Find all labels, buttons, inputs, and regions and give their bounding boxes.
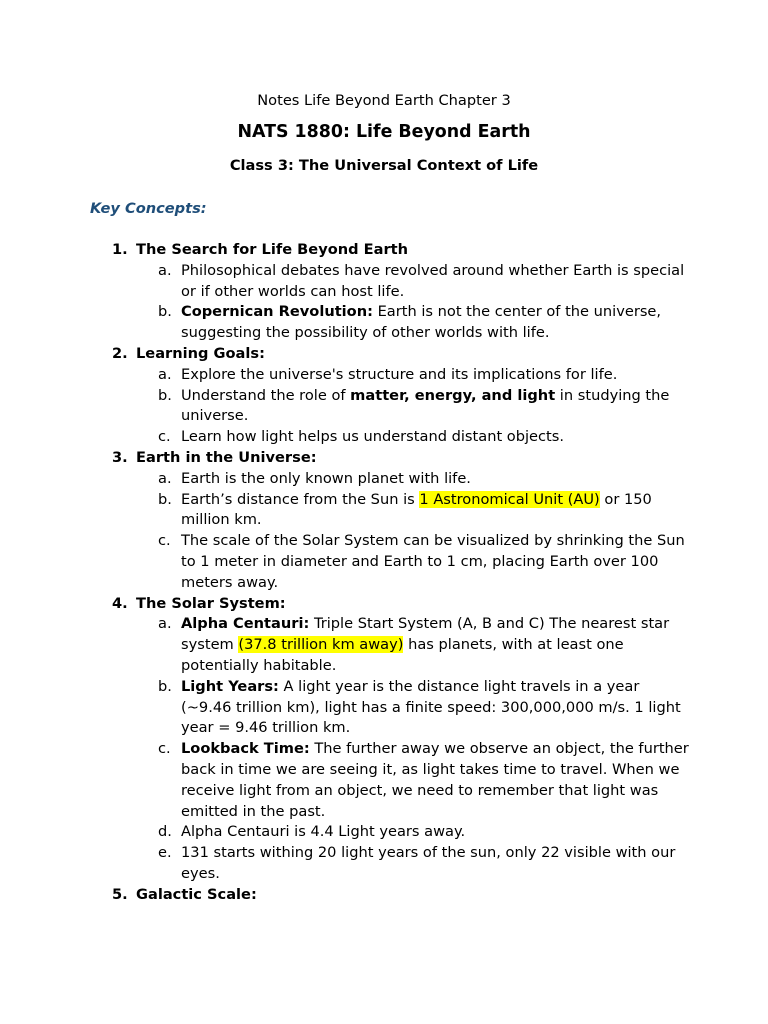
body-text: Understand the role of xyxy=(181,386,351,404)
body-text: The further away we observe an object, the further back in time we are seeing it, as light takes time to travel. When we receive light from an object, we need to remember that light was emitted in the past. xyxy=(181,740,689,820)
body-text: or 150 million km. xyxy=(181,490,652,529)
body-text: The scale of the Solar System can be visualized by shrinking the Sun to 1 meter in diameter and Earth to 1 cm, placing Earth over 100 meters away. xyxy=(181,532,685,591)
body-text: Learn how light helps us understand distant objects. xyxy=(181,428,565,446)
body-text: Earth is the only known planet with life. xyxy=(181,469,471,487)
topic-title: Learning Goals: xyxy=(136,344,265,362)
topic-title: The Search for Life Beyond Earth xyxy=(136,241,409,258)
outline-subitem xyxy=(112,469,692,490)
body-text: has planets, with at least one potentially habitable. xyxy=(181,636,624,674)
subitem-letter: b. xyxy=(158,303,172,321)
subitem-letter: b. xyxy=(158,386,172,404)
outline-subitem xyxy=(112,677,692,739)
subitem-letter: d. xyxy=(158,823,172,841)
bold-term: Alpha Centauri: xyxy=(181,615,310,633)
subitem-letter: c. xyxy=(158,428,171,446)
bold-term: Light Years: xyxy=(181,677,279,695)
bold-term: Copernican Revolution: xyxy=(181,303,373,321)
outline-subitem xyxy=(112,843,692,885)
outline-topic xyxy=(112,594,692,615)
highlighted-text: (37.8 trillion km away) xyxy=(238,636,404,654)
concept-outline xyxy=(112,240,692,906)
subitem-letter: e. xyxy=(158,844,172,862)
topic-title: The Solar System: xyxy=(136,594,286,612)
subitem-letter: b. xyxy=(158,490,172,508)
outline-subitem xyxy=(112,490,692,532)
outline-subitem xyxy=(112,261,692,303)
outline-topic xyxy=(112,344,692,365)
outline-topic xyxy=(112,240,692,261)
outline-subitem xyxy=(112,302,692,344)
outline-subitem xyxy=(112,365,692,386)
outline-subitem xyxy=(112,739,692,822)
subitem-letter: b. xyxy=(158,677,172,695)
subitem-letter: a. xyxy=(158,615,172,633)
subitem-letter: a. xyxy=(158,365,172,383)
topic-number: 3. xyxy=(112,448,128,466)
topic-title: Earth in the Universe: xyxy=(136,448,317,466)
bold-term: Lookback Time: xyxy=(181,740,310,758)
subitem-letter: c. xyxy=(158,532,171,550)
outline-subitem xyxy=(112,386,692,428)
body-text: Explore the universe's structure and its implications for life. xyxy=(181,365,618,383)
bold-term: matter, energy, and light xyxy=(350,386,556,404)
body-text: Earth is not the center of the universe, suggesting the possibility of other worlds with life. xyxy=(181,303,662,342)
body-text: Triple Start System (A, B and C) The nearest star system xyxy=(181,615,670,654)
outline-subitem xyxy=(112,614,692,676)
outline-topic xyxy=(112,885,692,906)
outline-subitem xyxy=(112,531,692,593)
outline-subitem xyxy=(112,822,692,843)
outline-topic xyxy=(112,448,692,469)
running-header: Notes Life Beyond Earth Chapter 3 xyxy=(257,92,511,109)
body-text: 131 starts withing 20 light years of the sun, only 22 visible with our eyes. xyxy=(181,844,676,882)
subitem-letter: a. xyxy=(158,469,172,487)
topic-title: Galactic Scale: xyxy=(136,885,257,903)
highlighted-text: 1 Astronomical Unit (AU) xyxy=(419,490,600,508)
course-title: NATS 1880: Life Beyond Earth xyxy=(237,122,531,142)
body-text: A light year is the distance light travels in a year (~9.46 trillion km), light has a finite speed: 300,000,000 m/s. 1 light year = 9.46 trillion km. xyxy=(181,677,681,737)
class-title: Class 3: The Universal Context of Life xyxy=(229,157,539,174)
outline-subitem xyxy=(112,427,692,448)
topic-number: 2. xyxy=(112,344,128,362)
subitem-letter: a. xyxy=(158,261,172,279)
body-text: in studying the universe. xyxy=(181,386,670,425)
body-text: Alpha Centauri is 4.4 Light years away. xyxy=(181,823,466,841)
topic-number: 4. xyxy=(112,594,128,612)
topic-number: 1. xyxy=(112,241,128,258)
subitem-letter: c. xyxy=(158,740,171,758)
body-text: Earth’s distance from the Sun is xyxy=(181,490,420,508)
topic-number: 5. xyxy=(112,885,128,903)
key-concepts-heading: Key Concepts: xyxy=(90,200,207,217)
body-text: Philosophical debates have revolved around whether Earth is special or if other worlds can host life. xyxy=(181,261,685,300)
